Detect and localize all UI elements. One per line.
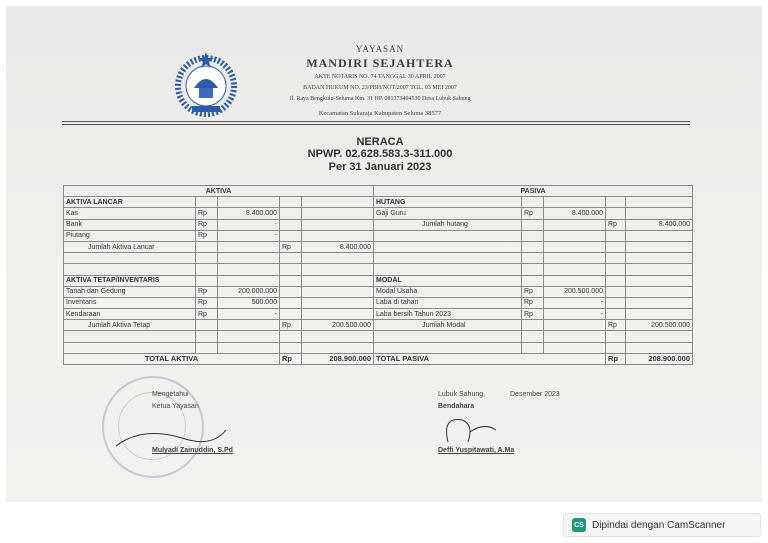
table-cell-p3: [544, 320, 606, 331]
camscanner-label: Dipindai dengan CamScanner: [592, 519, 726, 531]
table-cell-a4: [280, 331, 302, 342]
table-cell-a2: Rp: [196, 297, 218, 308]
table-cell-a4: [280, 342, 302, 353]
table-cell-p3: [544, 342, 606, 353]
table-cell-p2: [522, 342, 544, 353]
table-cell-p5: [626, 241, 693, 252]
table-cell-p3: [544, 197, 606, 208]
table-cell-p1: [374, 241, 522, 252]
table-cell-p1: [374, 331, 522, 342]
table-row: [64, 208, 693, 219]
table-cell-a4: [280, 253, 302, 264]
table-cell-a3: -: [218, 309, 280, 320]
table-cell-p5: 200.500.000: [626, 320, 693, 331]
table-header-row: [64, 186, 693, 197]
table-cell-p4: Rp: [606, 219, 626, 230]
header-kecamatan: Kecamatan Sukaraja Kabupaten Seluma 38577: [318, 110, 442, 117]
table-cell-p1: Modal Usaha: [374, 286, 522, 297]
table-cell-a1: AKTIVA LANCAR: [64, 197, 196, 208]
table-cell-p2: Rp: [522, 297, 544, 308]
table-cell-a2: [196, 320, 218, 331]
table-cell-a4: [280, 275, 302, 286]
aktiva-header: AKTIVA: [64, 186, 374, 197]
table-cell-a2: Rp: [196, 309, 218, 320]
table-row: [64, 264, 693, 275]
total-pasiva-rp: Rp: [606, 353, 626, 364]
table-cell-a3: [218, 264, 280, 275]
table-cell-p5: [626, 331, 693, 342]
sig-left-line2: Ketua Yayasan: [152, 403, 199, 410]
npwp-number: NPWP. 02.628.583.3-311.000: [307, 148, 453, 160]
table-cell-p2: [522, 331, 544, 342]
table-cell-a4: [280, 286, 302, 297]
table-row: [64, 331, 693, 342]
table-cell-p2: [522, 264, 544, 275]
table-cell-a1: [64, 331, 196, 342]
table-cell-p4: [606, 208, 626, 219]
table-cell-p1: Gaji Guru: [374, 208, 522, 219]
table-cell-p4: [606, 331, 626, 342]
table-cell-p2: Rp: [522, 208, 544, 219]
table-cell-p4: [606, 241, 626, 252]
table-cell-a5: [302, 197, 374, 208]
table-row: [64, 219, 693, 230]
table-cell-p3: [544, 253, 606, 264]
table-cell-a3: -: [218, 230, 280, 241]
total-aktiva-label: TOTAL AKTIVA: [64, 353, 280, 364]
table-cell-a1: AKTIVA TETAP/INVENTARIS: [64, 275, 196, 286]
table-cell-a5: [302, 230, 374, 241]
pasiva-header: PASIVA: [374, 186, 693, 197]
table-cell-p1: Laba di tahan: [374, 297, 522, 308]
header-divider-thin: [62, 124, 690, 125]
table-row: [64, 241, 693, 252]
table-row: [64, 275, 693, 286]
table-cell-a5: [302, 309, 374, 320]
table-cell-p3: -: [544, 309, 606, 320]
table-cell-a1: Jumlah Aktiva Tetap: [64, 320, 196, 331]
table-cell-a3: [218, 342, 280, 353]
table-cell-a1: Inventaris: [64, 297, 196, 308]
table-cell-p3: 200.500.000: [544, 286, 606, 297]
table-cell-a5: [302, 342, 374, 353]
sig-right-name: Deffi Yuspitawati, A.Ma: [438, 447, 515, 454]
table-cell-p5: [626, 342, 693, 353]
sig-right-role: Bendahara: [438, 403, 475, 410]
table-cell-p4: [606, 264, 626, 275]
table-cell-p5: [626, 253, 693, 264]
table-cell-p1: Laba bersih Tahun 2023: [374, 309, 522, 320]
table-cell-a1: [64, 342, 196, 353]
table-cell-a2: [196, 264, 218, 275]
table-cell-a3: [218, 275, 280, 286]
table-cell-p4: [606, 230, 626, 241]
table-row: [64, 297, 693, 308]
table-row: [64, 253, 693, 264]
period-date: Per 31 Januari 2023: [328, 161, 432, 173]
table-cell-a4: [280, 219, 302, 230]
header-divider: [62, 121, 690, 122]
table-cell-p1: MODAL: [374, 275, 522, 286]
table-cell-p1: HUTANG: [374, 197, 522, 208]
table-cell-a2: [196, 241, 218, 252]
table-cell-p2: [522, 197, 544, 208]
table-cell-p5: 8.400.000: [626, 219, 693, 230]
table-cell-a4: [280, 297, 302, 308]
sig-left-name: Mulyadi Zainuddin, S.Pd: [152, 447, 233, 454]
table-cell-p1: Jumlah Modal: [374, 320, 522, 331]
table-cell-p5: [626, 230, 693, 241]
table-cell-a1: [64, 253, 196, 264]
header-yayasan: YAYASAN: [355, 44, 405, 54]
camscanner-logo-icon: CS: [572, 518, 586, 532]
table-cell-p2: [522, 253, 544, 264]
table-cell-a2: [196, 197, 218, 208]
table-cell-p3: [544, 230, 606, 241]
table-cell-p3: -: [544, 297, 606, 308]
table-cell-p5: [626, 297, 693, 308]
table-cell-a3: 8.400.000: [218, 208, 280, 219]
table-cell-a3: [218, 320, 280, 331]
table-cell-a2: [196, 342, 218, 353]
table-row: [64, 286, 693, 297]
table-cell-a5: [302, 275, 374, 286]
table-cell-p2: Rp: [522, 309, 544, 320]
table-cell-p2: [522, 275, 544, 286]
header-org-name: MANDIRI SEJAHTERA: [306, 56, 454, 70]
table-cell-a4: [280, 197, 302, 208]
table-cell-a5: 8.400.000: [302, 241, 374, 252]
table-cell-p5: [626, 275, 693, 286]
table-cell-a1: Kendaraan: [64, 309, 196, 320]
table-cell-a1: [64, 264, 196, 275]
table-cell-a2: Rp: [196, 230, 218, 241]
table-cell-a4: [280, 208, 302, 219]
table-cell-a1: Bank: [64, 219, 196, 230]
table-cell-a5: [302, 297, 374, 308]
camscanner-watermark: [563, 513, 761, 537]
table-cell-a1: Piutang: [64, 230, 196, 241]
table-cell-p4: [606, 309, 626, 320]
table-cell-a2: Rp: [196, 208, 218, 219]
table-cell-a5: [302, 253, 374, 264]
table-cell-a2: Rp: [196, 286, 218, 297]
table-cell-p5: [626, 208, 693, 219]
table-cell-p4: [606, 197, 626, 208]
table-cell-p1: [374, 342, 522, 353]
total-aktiva-rp: Rp: [280, 353, 302, 364]
table-cell-a1: Tanah dan Gedung: [64, 286, 196, 297]
sig-right-place: Lubuk Sahung,: [438, 391, 486, 398]
totals-row: [64, 353, 693, 364]
total-pasiva-label: TOTAL PASIVA: [374, 353, 606, 364]
header-akte: AKTE NOTARIS NO. 74 TANGGAL 30 APRIL 2007: [314, 74, 446, 80]
table-cell-a3: [218, 253, 280, 264]
table-cell-a2: [196, 275, 218, 286]
table-cell-a2: [196, 331, 218, 342]
table-cell-a3: [218, 331, 280, 342]
table-cell-p2: [522, 320, 544, 331]
sig-left-line1: Mengetahui: [152, 391, 189, 398]
table-cell-a3: 200.000.000: [218, 286, 280, 297]
balance-sheet-table: [63, 185, 693, 365]
table-cell-p5: [626, 286, 693, 297]
table-cell-a5: [302, 208, 374, 219]
table-row: [64, 309, 693, 320]
table-cell-p4: [606, 286, 626, 297]
total-aktiva-value: 208.900.000: [302, 353, 374, 364]
table-cell-p5: [626, 197, 693, 208]
table-cell-p2: [522, 241, 544, 252]
table-cell-p1: [374, 230, 522, 241]
table-cell-a1: Kas: [64, 208, 196, 219]
table-cell-p4: Rp: [606, 320, 626, 331]
table-cell-p3: [544, 264, 606, 275]
table-cell-a5: [302, 286, 374, 297]
table-cell-p3: [544, 331, 606, 342]
table-cell-a4: [280, 264, 302, 275]
table-cell-a4: Rp: [280, 241, 302, 252]
table-cell-p2: [522, 230, 544, 241]
header-badan-hukum: BADAN HUKUM NO. 23/PBH/NOT/2007 TGL. 03 MEI 2007: [303, 85, 457, 91]
table-cell-a5: [302, 264, 374, 275]
table-cell-p3: [544, 219, 606, 230]
table-cell-p5: [626, 309, 693, 320]
doc-title: NERACA: [356, 136, 404, 148]
table-cell-a4: Rp: [280, 320, 302, 331]
total-pasiva-value: 208.900.000: [626, 353, 693, 364]
table-cell-p4: [606, 253, 626, 264]
sig-right-month: Desember 2023: [510, 391, 560, 398]
table-row: [64, 197, 693, 208]
table-cell-p3: 8.400.000: [544, 208, 606, 219]
table-cell-p4: [606, 297, 626, 308]
table-cell-p3: [544, 241, 606, 252]
table-row: [64, 230, 693, 241]
table-cell-p1: Jumlah hutang: [374, 219, 522, 230]
table-cell-a4: [280, 309, 302, 320]
table-cell-p1: [374, 253, 522, 264]
table-cell-a2: Rp: [196, 219, 218, 230]
table-cell-p1: [374, 264, 522, 275]
table-cell-a5: 200.500.000: [302, 320, 374, 331]
table-row: [64, 320, 693, 331]
right-signature-scribble: [440, 412, 500, 448]
table-cell-a3: -: [218, 219, 280, 230]
table-cell-p5: [626, 264, 693, 275]
table-cell-a3: [218, 197, 280, 208]
table-cell-a2: [196, 253, 218, 264]
table-cell-p4: [606, 342, 626, 353]
table-cell-a3: [218, 241, 280, 252]
table-cell-a1: Jumlah Aktiva Lancar: [64, 241, 196, 252]
table-cell-a5: [302, 219, 374, 230]
table-cell-p4: [606, 275, 626, 286]
table-cell-p2: Rp: [522, 286, 544, 297]
table-cell-a4: [280, 230, 302, 241]
table-cell-p2: [522, 219, 544, 230]
table-cell-a3: 500.000: [218, 297, 280, 308]
table-cell-a5: [302, 331, 374, 342]
header-alamat: Jl. Raya Bengkulu-Seluma Km. 31 HP. 081373494530 Desa Lubuk Sahung: [289, 96, 471, 102]
table-row: [64, 342, 693, 353]
table-cell-p3: [544, 275, 606, 286]
